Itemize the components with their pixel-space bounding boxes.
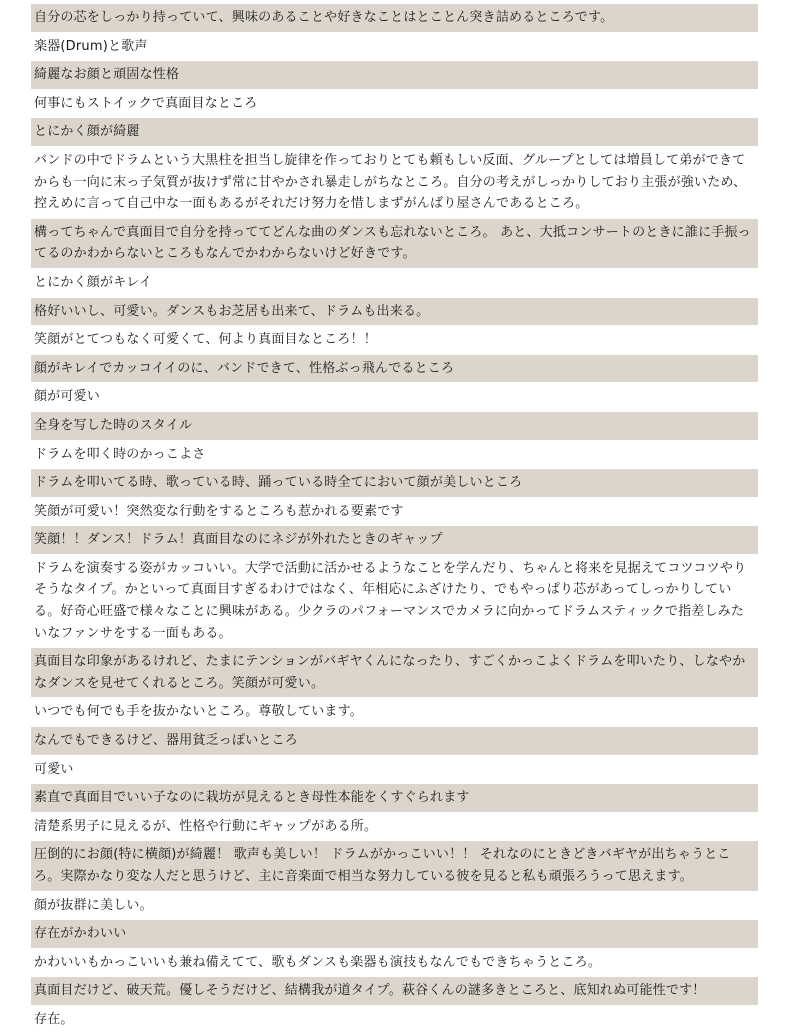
comment-row: 何事にもストイックで真面目なところ	[31, 90, 758, 119]
comment-row: ドラムを演奏する姿がカッコいい。大学で活動に活かせるようなことを学んだり、ちゃんと将来を見据えてコツコツやりそうなタイプ。かといって真面目すぎるわけではなく、年相応にふざけたり、でもやっぱり芯があってしっかりしている。好奇心旺盛で様々なことに興味がある。少クラのパフォーマンスでカメラに向かってドラムスティックで指差しみたいなファンサをする一面もある。	[31, 555, 758, 648]
comment-row: とにかく顔が綺麗	[31, 118, 758, 147]
comment-row: とにかく顔がキレイ	[31, 269, 758, 298]
comment-row: いつでも何でも手を抜かないところ。尊敬しています。	[31, 698, 758, 727]
comment-row: 素直で真面目でいい子なのに栽坊が見えるとき母性本能をくすぐられます	[31, 784, 758, 813]
comment-row: 顔が可愛い	[31, 383, 758, 412]
comment-row: かわいいもかっこいいも兼ね備えてて、歌もダンスも楽器も演技もなんでもできちゃうところ。	[31, 949, 758, 978]
comment-row: バンドの中でドラムという大黒柱を担当し旋律を作っておりとても頼もしい反面、グループとしては増員して弟ができてからも一向に末っ子気質が抜けず常に甘やかされ暴走しがちなところ。自分の考えがしっかりしており主張が強いため、控えめに言って自己中な一面もあるがそれだけ努力を惜しまずがんばり屋さんであるところ。	[31, 147, 758, 219]
comment-row: 笑顔がとてつもなく可愛くて、何より真面目なところ！！	[31, 326, 758, 355]
comment-row: 圧倒的にお顔(特に横顔)が綺麗！ 歌声も美しい！ ドラムがかっこいい！！ それなのにときどきバギヤが出ちゃうところ。実際かなり変な人だと思うけど、主に音楽面で相当な努力している彼を見ると私も頑張ろうって思えます。	[31, 841, 758, 891]
comment-list	[31, 4, 758, 1035]
comment-row: 全身を写した時のスタイル	[31, 412, 758, 441]
comment-row: 楽器(Drum)と歌声	[31, 33, 758, 62]
comment-row: 清楚系男子に見えるが、性格や行動にギャップがある所。	[31, 813, 758, 842]
comment-row: 笑顔が可愛い！突然変な行動をするところも惹かれる要素です	[31, 498, 758, 527]
comment-row: ドラムを叩く時のかっこよさ	[31, 441, 758, 470]
comment-row: 可愛い	[31, 756, 758, 785]
comment-row: 顔がキレイでカッコイイのに、バンドできて、性格ぶっ飛んでるところ	[31, 355, 758, 384]
comment-row: 構ってちゃんで真面目で自分を持っててどんな曲のダンスも忘れないところ。 あと、大抵コンサートのときに誰に手振ってるのかわからないところもなんでかわからないけど好きです。	[31, 219, 758, 269]
comment-row: 存在がかわいい	[31, 920, 758, 949]
comment-row: なんでもできるけど、器用貧乏っぽいところ	[31, 727, 758, 756]
comment-row: 自分の芯をしっかり持っていて、興味のあることや好きなことはとことん突き詰めるところです。	[31, 4, 758, 33]
comment-row: 真面目だけど、破天荒。優しそうだけど、結構我が道タイプ。萩谷くんの謎多きところと、底知れぬ可能性です！	[31, 977, 758, 1006]
comment-row: 綺麗なお顔と頑固な性格	[31, 61, 758, 90]
comment-row: ドラムを叩いてる時、歌っている時、踊っている時全てにおいて顔が美しいところ	[31, 469, 758, 498]
comment-row: 存在。	[31, 1006, 758, 1035]
comment-row: 格好いいし、可愛い。ダンスもお芝居も出来て、ドラムも出来る。	[31, 298, 758, 327]
comment-row: 真面目な印象があるけれど、たまにテンションがバギヤくんになったり、すごくかっこよくドラムを叩いたり、しなやかなダンスを見せてくれるところ。笑顔が可愛い。	[31, 648, 758, 698]
comment-row: 笑顔！！ダンス！ドラム！真面目なのにネジが外れたときのギャップ	[31, 526, 758, 555]
comment-row: 顔が抜群に美しい。	[31, 892, 758, 921]
